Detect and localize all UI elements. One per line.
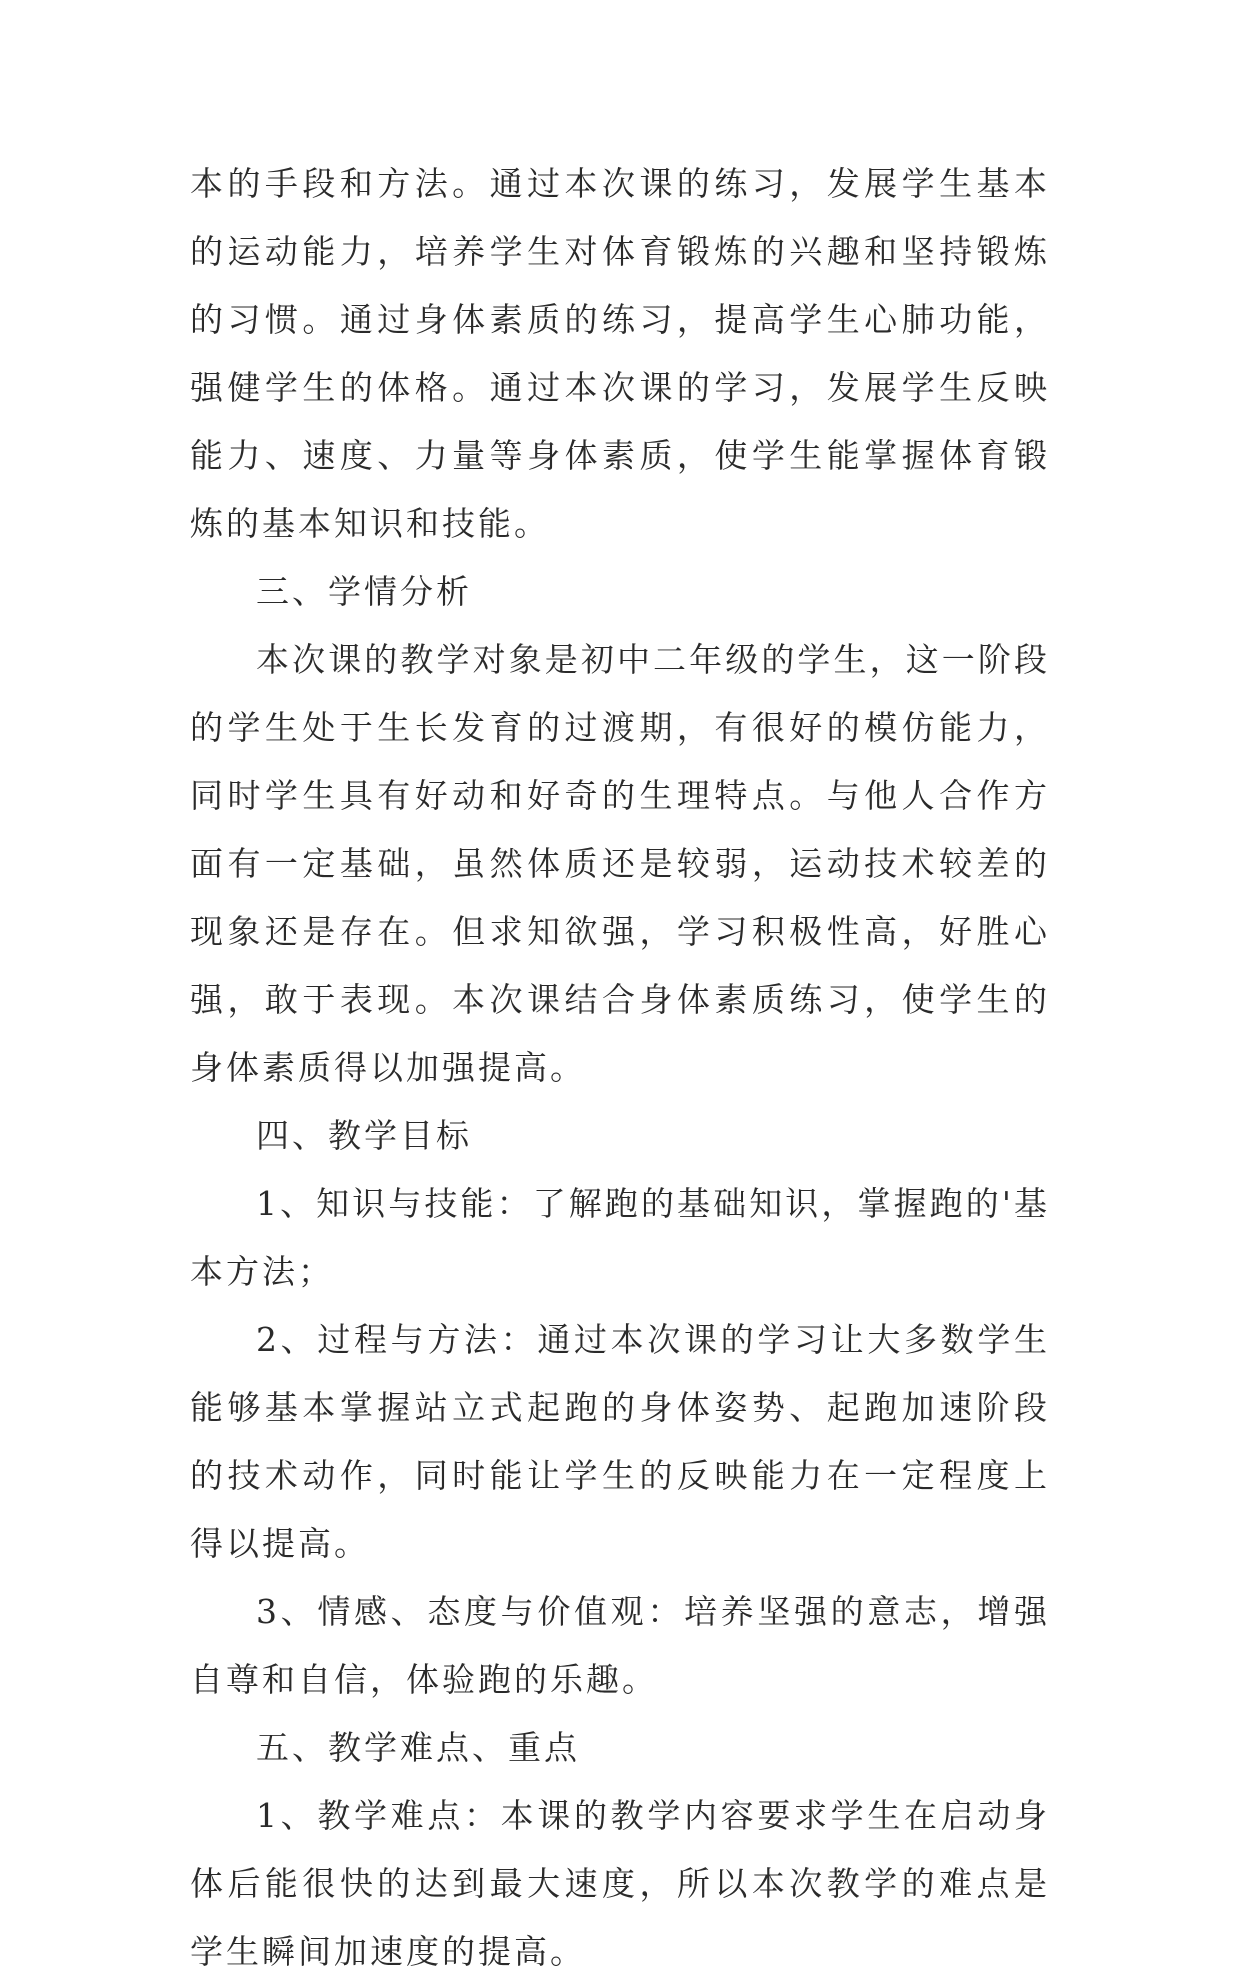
section-heading-difficulties: 五、教学难点、重点 xyxy=(256,1728,580,1767)
paragraph-learning-analysis: 本次课的教学对象是初中二年级的学生，这一阶段的学生处于生长发育的过渡期，有很好的模仿能力，同时学生具有好动和好奇的生理特点。与他人合作方面有一定基础，虽然体质还是较弱，运动技术较差的现象还是存在。但求知欲强，学习积极性高，好胜心强，敢于表现。本次课结合身体素质练习，使学生的身体素质得以加强提高。 xyxy=(190,640,1050,1087)
document-page xyxy=(190,150,1050,1971)
paragraph-goal-emotion: 3、情感、态度与价值观：培养坚强的意志，增强自尊和自信，体验跑的乐趣。 xyxy=(190,1592,1050,1699)
paragraph-difficulty: 1、教学难点：本课的教学内容要求学生在启动身体后能很快的达到最大速度，所以本次教学的难点是学生瞬间加速度的提高。 xyxy=(190,1796,1050,1971)
paragraph-goal-process: 2、过程与方法：通过本次课的学习让大多数学生能够基本掌握站立式起跑的身体姿势、起跑加速阶段的技术动作，同时能让学生的反映能力在一定程度上得以提高。 xyxy=(190,1320,1050,1563)
section-heading-teaching-goals: 四、教学目标 xyxy=(256,1116,472,1155)
paragraph-goal-knowledge: 1、知识与技能：了解跑的基础知识，掌握跑的'基本方法； xyxy=(190,1184,1050,1291)
paragraph-goal-continued: 本的手段和方法。通过本次课的练习，发展学生基本的运动能力，培养学生对体育锻炼的兴趣和坚持锻炼的习惯。通过身体素质的练习，提高学生心肺功能，强健学生的体格。通过本次课的学习，发展学生反映能力、速度、力量等身体素质，使学生能掌握体育锻炼的基本知识和技能。 xyxy=(190,164,1050,543)
section-heading-learning-analysis: 三、学情分析 xyxy=(256,572,472,611)
